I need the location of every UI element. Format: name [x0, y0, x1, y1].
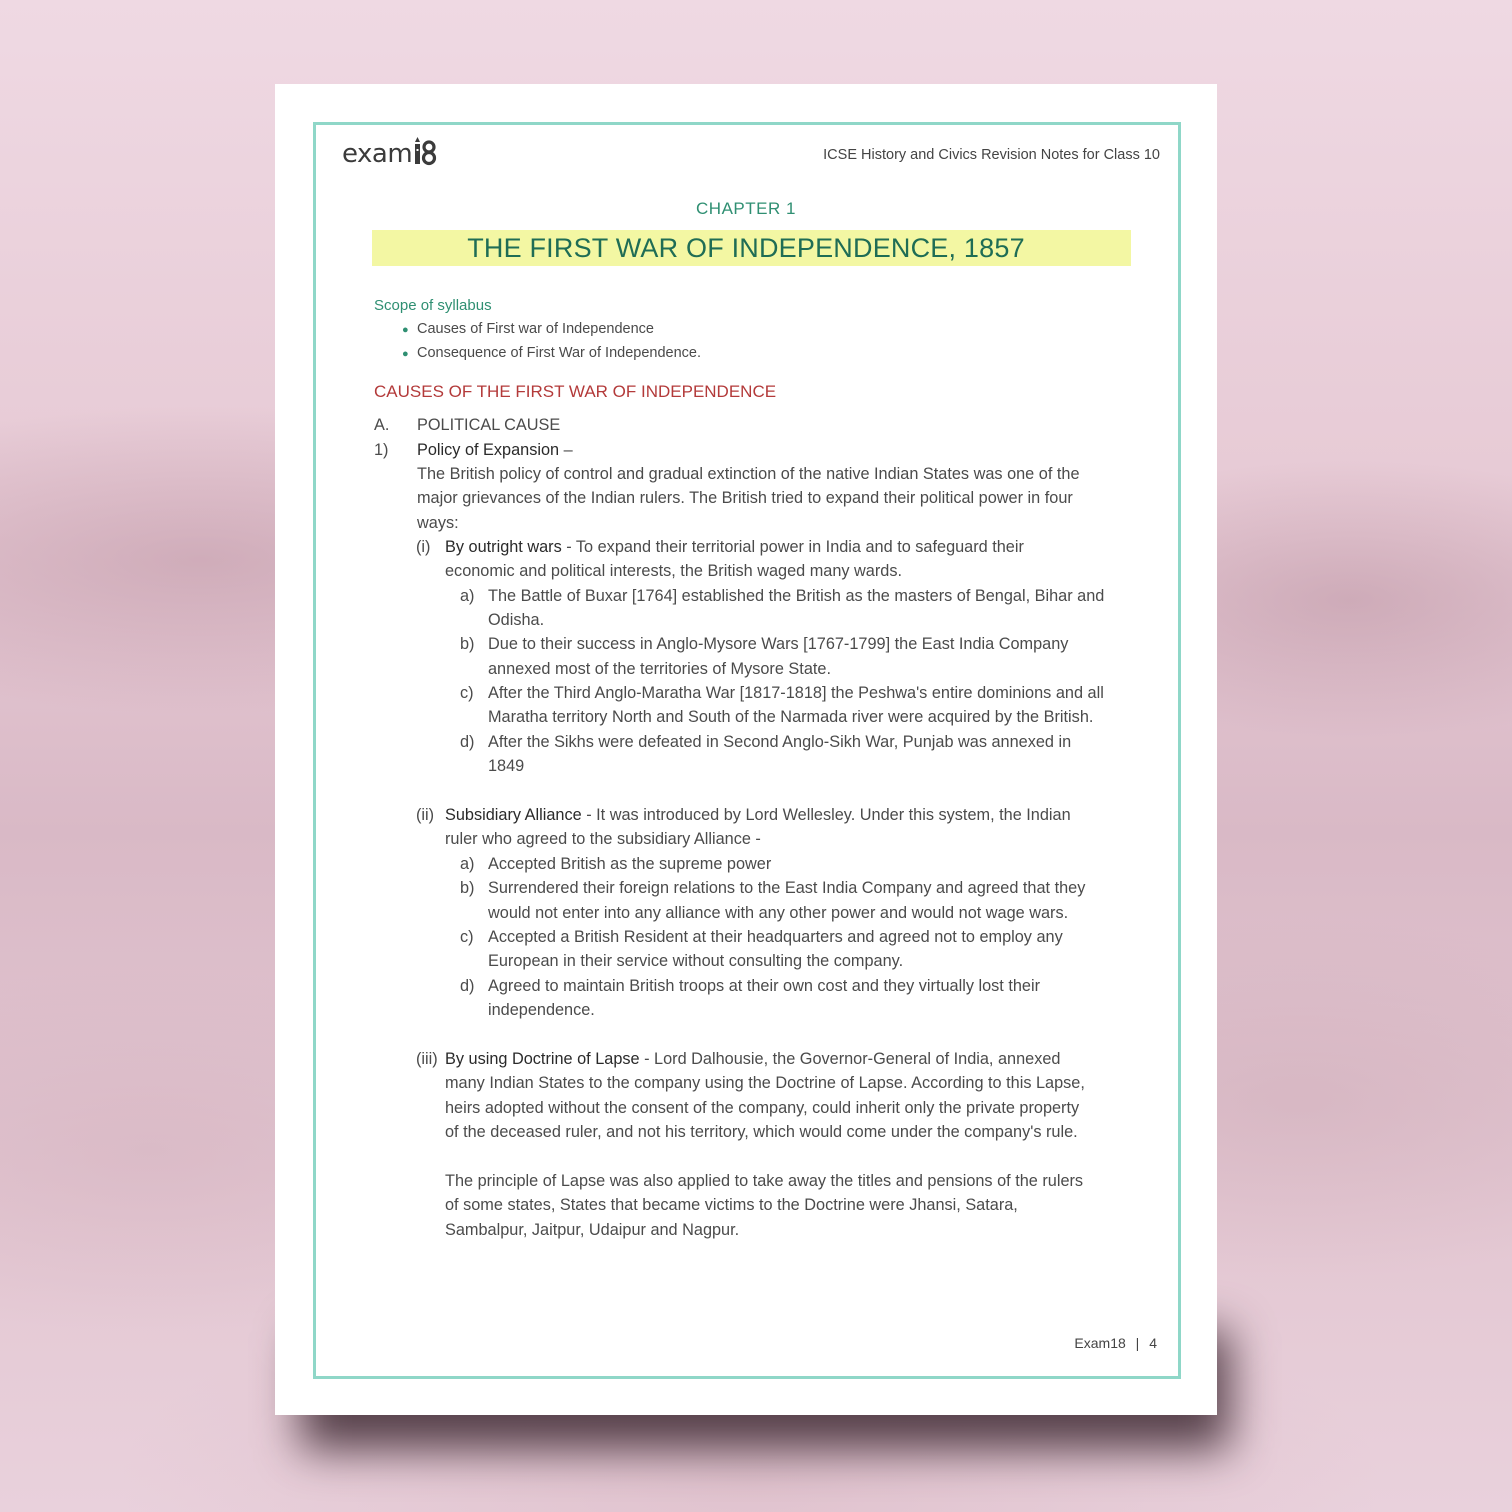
page-number: 4 — [1149, 1335, 1157, 1351]
point-title: Policy of Expansion — [417, 441, 560, 459]
item-line: annexed most of the territories of Mysore State. — [488, 660, 831, 678]
item-line: Due to their success in Anglo-Mysore Wars [1767-1799] the East India Company — [488, 635, 1069, 653]
exam18-logo — [342, 137, 438, 171]
item-line: Accepted a British Resident at their headquarters and agreed not to employ any — [488, 928, 1063, 946]
scope-item: Causes of First war of Independence — [417, 321, 654, 337]
item-marker: a) — [460, 587, 475, 605]
paragraph-line: The principle of Lapse was also applied to take away the titles and pensions of the rulers — [445, 1172, 1084, 1190]
item-marker: c) — [460, 684, 474, 702]
item-marker: b) — [460, 879, 475, 897]
chapter-title: THE FIRST WAR OF INDEPENDENCE, 1857 — [467, 233, 1025, 263]
item-marker: b) — [460, 635, 475, 653]
bullet-icon: ● — [402, 348, 409, 360]
paragraph-line: Sambalpur, Jaitpur, Udaipur and Nagpur. — [445, 1221, 740, 1239]
item-line: After the Third Anglo-Maratha War [1817-1818] the Peshwa's entire dominions and all — [488, 684, 1104, 702]
sub-marker: (ii) — [416, 806, 435, 824]
item-line: Agreed to maintain British troops at their own cost and they virtually lost their — [488, 977, 1041, 995]
sub-heading — [445, 1050, 1060, 1069]
section-heading: CAUSES OF THE FIRST WAR OF INDEPENDENCE — [374, 382, 777, 401]
paragraph-line: major grievances of the Indian rulers. The British tried to expand their political power in four — [417, 489, 1073, 507]
document-header-title: ICSE History and Civics Revision Notes for Class 10 — [823, 147, 1160, 163]
sub-text: - To expand their territorial power in India and to safeguard their — [561, 538, 1024, 556]
point-dash: – — [559, 441, 573, 459]
item-marker: d) — [460, 977, 475, 995]
part-label: POLITICAL CAUSE — [417, 416, 561, 434]
sub-text: - It was introduced by Lord Wellesley. Under this system, the Indian — [581, 806, 1071, 824]
item-line: The Battle of Buxar [1764] established the British as the masters of Bengal, Bihar and — [488, 587, 1105, 605]
point-heading — [417, 441, 573, 460]
scope-heading: Scope of syllabus — [374, 297, 492, 314]
paragraph-line: ways: — [417, 514, 459, 532]
sub-marker: (i) — [416, 538, 431, 556]
sub-title: By using Doctrine of Lapse — [445, 1050, 640, 1068]
chapter-label: CHAPTER 1 — [696, 199, 796, 218]
document-page — [275, 84, 1217, 1415]
sub-title: By outright wars — [445, 538, 562, 556]
item-marker: c) — [460, 928, 474, 946]
footer-separator: | — [1135, 1335, 1140, 1351]
paragraph-line: heirs adopted without the consent of the company, could inherit only the private property — [445, 1099, 1080, 1117]
item-line: would not enter into any alliance with any other power and would not wage wars. — [488, 904, 1069, 922]
item-line: Surrendered their foreign relations to the East India Company and agreed that they — [488, 879, 1086, 897]
paragraph-line: of some states, States that became victims to the Doctrine were Jhansi, Satara, — [445, 1196, 1018, 1214]
paragraph-line: of the deceased ruler, and not his territory, which would come under the company's rule. — [445, 1123, 1078, 1141]
paragraph-line: many Indian States to the company using the Doctrine of Lapse. According to this Lapse, — [445, 1074, 1085, 1092]
sub-marker: (iii) — [416, 1050, 438, 1068]
part-marker: A. — [374, 416, 390, 434]
item-line: European in their service without consulting the company. — [488, 952, 904, 970]
item-line: independence. — [488, 1001, 595, 1019]
item-line: 1849 — [488, 757, 525, 775]
paragraph-line: The British policy of control and gradual extinction of the native Indian States was one of the — [417, 465, 1080, 483]
sub-heading — [445, 806, 1071, 825]
logo-icon — [414, 136, 438, 173]
sub-heading — [445, 538, 1024, 557]
point-marker: 1) — [374, 441, 389, 459]
paragraph-line: economic and political interests, the British waged many wards. — [445, 562, 902, 580]
item-line: Odisha. — [488, 611, 545, 629]
page-footer — [1074, 1335, 1157, 1351]
item-line: Accepted British as the supreme power — [488, 855, 772, 873]
sub-text: - Lord Dalhousie, the Governor-General of India, annexed — [639, 1050, 1061, 1068]
item-marker: a) — [460, 855, 475, 873]
paragraph-line: ruler who agreed to the subsidiary Alliance - — [445, 830, 761, 848]
item-line: Maratha territory North and South of the Narmada river were acquired by the British. — [488, 708, 1094, 726]
item-marker: d) — [460, 733, 475, 751]
sub-title: Subsidiary Alliance — [445, 806, 582, 824]
footer-brand: Exam18 — [1074, 1335, 1126, 1351]
logo-text: exam — [342, 139, 413, 169]
scope-item: Consequence of First War of Independence. — [417, 345, 701, 361]
bullet-icon: ● — [402, 324, 409, 336]
item-line: After the Sikhs were defeated in Second Anglo-Sikh War, Punjab was annexed in — [488, 733, 1072, 751]
